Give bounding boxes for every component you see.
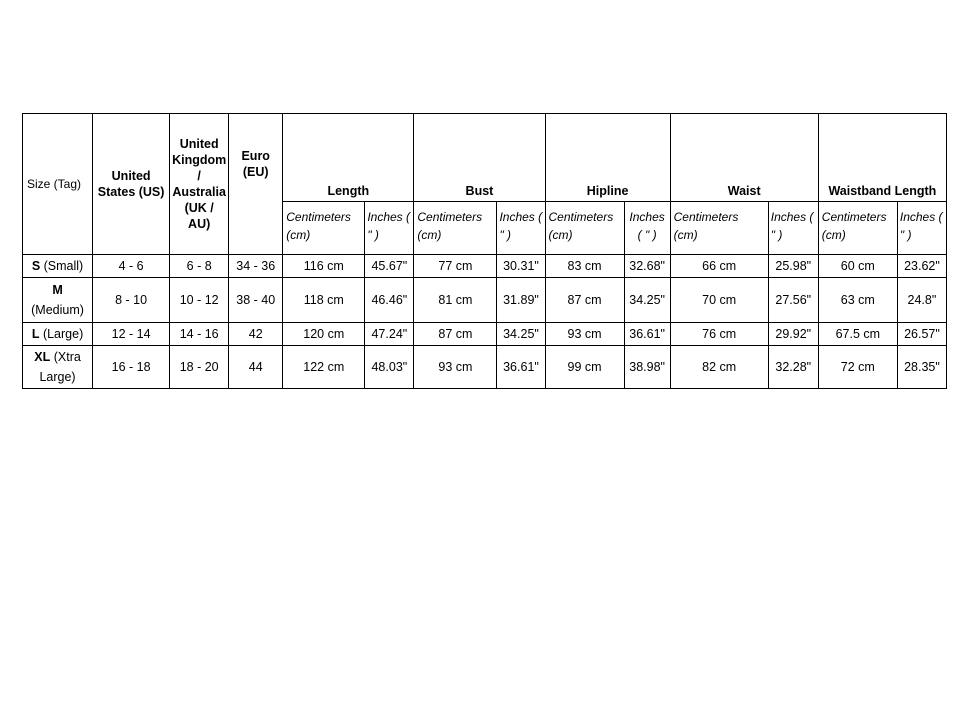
cell-length-cm: 120 cm <box>283 323 365 346</box>
subheader-in: Inches ( " ) <box>624 202 670 255</box>
cell-hip-cm: 87 cm <box>545 278 624 323</box>
cell-length-in: 47.24" <box>365 323 414 346</box>
size-label <box>23 255 93 278</box>
subheader-cm: Centimeters (cm) <box>670 202 768 255</box>
cell-uk: 14 - 16 <box>170 323 229 346</box>
cell-bust-cm: 87 cm <box>414 323 497 346</box>
header-length: Length <box>283 114 414 202</box>
cell-band-in: 24.8" <box>897 278 946 323</box>
subheader-in: Inches ( " ) <box>365 202 414 255</box>
cell-bust-in: 31.89" <box>497 278 545 323</box>
subheader-in: Inches ( " ) <box>497 202 545 255</box>
size-chart-table <box>22 113 947 389</box>
cell-waist-in: 32.28" <box>768 346 818 389</box>
cell-eu: 42 <box>229 323 283 346</box>
cell-bust-in: 36.61" <box>497 346 545 389</box>
cell-bust-in: 34.25" <box>497 323 545 346</box>
cell-waist-in: 29.92" <box>768 323 818 346</box>
cell-waist-in: 25.98" <box>768 255 818 278</box>
size-label <box>23 278 93 323</box>
cell-uk: 18 - 20 <box>170 346 229 389</box>
cell-band-in: 28.35" <box>897 346 946 389</box>
cell-length-in: 48.03" <box>365 346 414 389</box>
cell-length-cm: 116 cm <box>283 255 365 278</box>
cell-waist-cm: 66 cm <box>670 255 768 278</box>
cell-us: 12 - 14 <box>93 323 170 346</box>
subheader-cm: Centimeters (cm) <box>283 202 365 255</box>
size-name: (Medium) <box>31 303 84 317</box>
size-code: S <box>31 259 41 273</box>
header-us: United States (US) <box>93 114 170 255</box>
size-label <box>23 346 93 389</box>
cell-band-cm: 72 cm <box>818 346 897 389</box>
header-waist: Waist <box>670 114 818 202</box>
cell-eu: 44 <box>229 346 283 389</box>
cell-length-cm: 118 cm <box>283 278 365 323</box>
cell-hip-cm: 93 cm <box>545 323 624 346</box>
cell-bust-cm: 81 cm <box>414 278 497 323</box>
subheader-cm: Centimeters (cm) <box>545 202 624 255</box>
cell-bust-in: 30.31" <box>497 255 545 278</box>
cell-hip-cm: 99 cm <box>545 346 624 389</box>
size-code: XL <box>34 350 51 364</box>
subheader-in: Inches ( " ) <box>768 202 818 255</box>
cell-us: 4 - 6 <box>93 255 170 278</box>
header-bust: Bust <box>414 114 545 202</box>
cell-waist-cm: 82 cm <box>670 346 768 389</box>
cell-length-in: 45.67" <box>365 255 414 278</box>
cell-band-cm: 60 cm <box>818 255 897 278</box>
cell-bust-cm: 77 cm <box>414 255 497 278</box>
header-hipline: Hipline <box>545 114 670 202</box>
subheader-in: Inches ( " ) <box>897 202 946 255</box>
cell-uk: 6 - 8 <box>170 255 229 278</box>
cell-bust-cm: 93 cm <box>414 346 497 389</box>
header-waistband-length: Waistband Length <box>818 114 946 202</box>
cell-waist-cm: 76 cm <box>670 323 768 346</box>
size-code: L <box>31 327 40 341</box>
cell-waist-cm: 70 cm <box>670 278 768 323</box>
cell-band-in: 23.62" <box>897 255 946 278</box>
subheader-cm: Centimeters (cm) <box>818 202 897 255</box>
size-code: M <box>52 283 63 297</box>
cell-band-cm: 63 cm <box>818 278 897 323</box>
table-row <box>23 278 947 323</box>
cell-hip-in: 32.68" <box>624 255 670 278</box>
subheader-cm: Centimeters (cm) <box>414 202 497 255</box>
table-row <box>23 346 947 389</box>
cell-hip-cm: 83 cm <box>545 255 624 278</box>
header-row <box>23 114 947 202</box>
cell-waist-in: 27.56" <box>768 278 818 323</box>
size-name: (Large) <box>42 327 84 341</box>
cell-hip-in: 36.61" <box>624 323 670 346</box>
table-row <box>23 323 947 346</box>
cell-us: 16 - 18 <box>93 346 170 389</box>
header-uk: United Kingdom / Australia (UK / AU) <box>170 114 229 255</box>
cell-hip-in: 38.98" <box>624 346 670 389</box>
size-name: (Small) <box>43 259 84 273</box>
size-name: (Xtra Large) <box>39 350 81 384</box>
size-label <box>23 323 93 346</box>
header-eu: Euro (EU) <box>229 114 283 255</box>
cell-uk: 10 - 12 <box>170 278 229 323</box>
cell-eu: 38 - 40 <box>229 278 283 323</box>
cell-hip-in: 34.25" <box>624 278 670 323</box>
cell-length-in: 46.46" <box>365 278 414 323</box>
cell-us: 8 - 10 <box>93 278 170 323</box>
header-size-tag: Size (Tag) <box>23 114 93 255</box>
cell-length-cm: 122 cm <box>283 346 365 389</box>
cell-band-cm: 67.5 cm <box>818 323 897 346</box>
cell-band-in: 26.57" <box>897 323 946 346</box>
cell-eu: 34 - 36 <box>229 255 283 278</box>
table-row <box>23 255 947 278</box>
